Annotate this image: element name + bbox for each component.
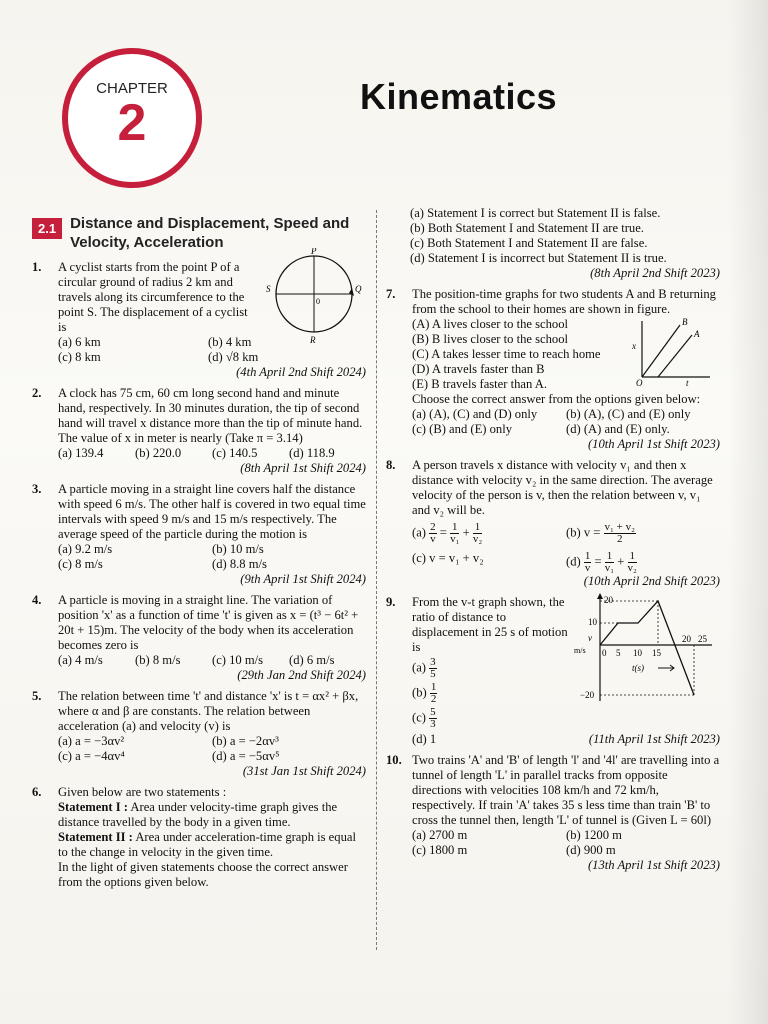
question-text: A person travels x distance with velocity v₁ and then x distance with velocity v₂ in the same direction. The average velocity of the person is v, then the relation between v, v₁ and v₂ will be. xyxy=(412,458,713,517)
option-a: (a) 139.4 xyxy=(58,446,104,460)
axis-label-v: v xyxy=(588,633,592,643)
source-tag: (9th April 1st Shift 2024) xyxy=(240,572,366,586)
section-badge: 2.1 xyxy=(32,218,62,239)
tick-y-20: 20 xyxy=(604,595,613,605)
option-d xyxy=(566,551,720,574)
option-c xyxy=(412,707,720,730)
option-d: (d) 6 m/s xyxy=(289,653,335,667)
plus: + xyxy=(462,525,470,540)
source-tag: (10th April 2nd Shift 2023) xyxy=(583,574,720,588)
question-text: Two trains 'A' and 'B' of length 'l' and '4l' are travelling into a tunnel of length 'L' in parallel tracks from opposite directions with velocities 108 km/h and 72 km/h, respectively. If train 'A' takes 35 s less time than train 'B' to cross the tunnel then, length 'L' of tunnel is (Given L = 60l) xyxy=(412,753,720,827)
denominator: 2 xyxy=(430,693,437,705)
options xyxy=(412,407,720,437)
label-q: Q xyxy=(355,284,362,294)
denominator: 2 xyxy=(616,533,623,545)
fraction xyxy=(628,551,637,574)
chapter-badge xyxy=(62,48,202,188)
source-tag: (4th April 2nd Shift 2024) xyxy=(236,365,366,379)
denominator: v xyxy=(584,562,591,574)
source-tag: (8th April 2nd Shift 2023) xyxy=(590,266,720,280)
question-5 xyxy=(26,689,366,779)
fraction xyxy=(584,551,592,574)
left-column xyxy=(26,214,366,896)
question-1 xyxy=(26,248,366,380)
equals: = xyxy=(439,525,447,540)
label-x: x xyxy=(632,341,636,351)
numerator: 1 xyxy=(584,550,591,562)
statement-e: (E) B travels faster than A. xyxy=(412,377,547,391)
statements xyxy=(412,317,630,392)
source-tag: (10th April 1st Shift 2023) xyxy=(587,437,720,451)
statement-a: (A) A lives closer to the school xyxy=(412,317,568,331)
option-d: (d) (A) and (E) only. xyxy=(566,422,670,436)
tick-y-10: 10 xyxy=(588,617,597,627)
option-b: (b) 220.0 xyxy=(135,446,182,460)
question-text: A clock has 75 cm, 60 cm long second hand and minute hand, respectively. In 30 minutes duration, the tip of second hand will travel x distance more than the tip of minute hand. The value of x in meter is nearly (Take π = 3.14) xyxy=(58,386,363,445)
source-tag: (8th April 1st Shift 2024) xyxy=(240,461,366,475)
statement-1 xyxy=(58,800,366,830)
question-number: 9. xyxy=(386,595,396,609)
fraction xyxy=(450,522,459,545)
axis-label-t: t(s) xyxy=(632,663,644,673)
source-tag: (29th Jan 2nd Shift 2024) xyxy=(237,668,366,682)
fraction xyxy=(430,682,438,705)
option-b: (b) 10 m/s xyxy=(212,542,264,556)
tick-x-0: 0 xyxy=(602,648,607,658)
option-d: (d) 118.9 xyxy=(289,446,335,460)
denominator: 3 xyxy=(430,718,436,730)
numerator: 5 xyxy=(430,706,436,718)
statement-text: Area under velocity-time graph gives the distance travelled by the body in a given time. xyxy=(58,800,338,829)
option-a: (a) Statement I is correct but Statement II is false. xyxy=(410,206,661,220)
option-a: (a) 9.2 m/s xyxy=(58,542,113,556)
option-c: (c) v = v₁ + v₂ xyxy=(412,551,484,565)
option-a: (a) a = −3αv² xyxy=(58,734,125,748)
chapter-label: CHAPTER xyxy=(96,80,168,97)
option-a xyxy=(412,522,566,545)
option-d: (d) √8 km xyxy=(208,350,259,364)
statement-2 xyxy=(58,830,366,860)
chapter-number: 2 xyxy=(117,94,147,152)
numerator: 1 xyxy=(474,521,481,533)
question-tail: In the light of given statements choose the correct answer from the options given below. xyxy=(58,860,348,889)
question-text: Given below are two statements : xyxy=(58,785,227,799)
option-c: (c) 10 m/s xyxy=(212,653,264,667)
question-10 xyxy=(380,753,720,873)
question-9 xyxy=(380,595,720,747)
label-p: P xyxy=(311,248,317,256)
label-o: O xyxy=(636,378,643,387)
tick-y-neg20: −20 xyxy=(580,690,595,700)
question-6 xyxy=(26,785,366,890)
label-o: 0 xyxy=(316,297,320,306)
source-tag: (13th April 1st Shift 2023) xyxy=(587,858,720,872)
options xyxy=(58,734,366,764)
question-6-options xyxy=(380,206,720,281)
fraction xyxy=(429,522,437,545)
axis-unit: m/s xyxy=(574,646,586,655)
option-a: (a) (A), (C) and (D) only xyxy=(412,407,538,421)
numerator: 1 xyxy=(430,681,437,693)
denominator: v xyxy=(430,533,436,545)
denominator: 5 xyxy=(430,668,436,680)
v-t-curve xyxy=(600,601,694,695)
denominator: v₁ xyxy=(450,533,460,545)
option-d: (d) 900 m xyxy=(566,843,616,857)
question-number: 3. xyxy=(32,482,42,496)
question-text: A cyclist starts from the point P of a circular ground of radius 2 km and travels along its circumference to the point S. The displacement of a cyclist is xyxy=(58,260,248,334)
option-b: (b) Both Statement I and Statement II are true. xyxy=(410,221,644,235)
right-column xyxy=(380,206,720,879)
fraction xyxy=(429,657,437,680)
option-label: (c) xyxy=(412,710,426,725)
numerator: 1 xyxy=(606,550,613,562)
option-c: (c) 8 m/s xyxy=(58,557,103,571)
option-b: (b) a = −2αv³ xyxy=(212,734,279,748)
section-title: Distance and Displacement, Speed and Velocity, Acceleration xyxy=(70,215,350,251)
column-divider xyxy=(376,210,378,950)
question-text: A particle moving in a straight line covers half the distance with speed 6 m/s. The other half is covered in two equal time intervals with speed 9 m/s and 15 m/s respectively. The average speed of the particle during the motion is xyxy=(58,482,366,541)
question-tail: Choose the correct answer from the options given below: xyxy=(412,392,701,406)
options xyxy=(412,522,720,574)
option-a: (a) 4 m/s xyxy=(58,653,103,667)
option-d: (d) 8.8 m/s xyxy=(212,557,267,571)
option-b: (b) 1200 m xyxy=(566,828,622,842)
fraction xyxy=(473,522,482,545)
numerator: v₁ + v₂ xyxy=(604,521,635,533)
option-label: (b) v = xyxy=(566,525,601,540)
option-a: (a) 2700 m xyxy=(412,828,468,842)
question-number: 8. xyxy=(386,458,396,472)
line-b xyxy=(642,325,680,377)
question-text: The position-time graphs for two students A and B returning from the school to their homes are shown in figure. xyxy=(412,287,716,316)
question-2 xyxy=(26,386,366,476)
statement-b: (B) B lives closer to the school xyxy=(412,332,568,346)
page-shadow xyxy=(728,0,768,1024)
question-text: A particle is moving in a straight line. The variation of position 'x' as a function of time 't' is given as x = (t³ − 6t² + 20t + 15)m. The velocity of the body when its acceleration becomes zero is xyxy=(58,593,359,652)
source-tag: (31st Jan 1st Shift 2024) xyxy=(242,764,366,778)
statement-label: Statement II : xyxy=(58,830,133,844)
plus: + xyxy=(617,554,625,569)
question-8 xyxy=(380,458,720,589)
velocity-time-graph xyxy=(570,591,720,707)
options xyxy=(58,446,366,461)
tick-x-25: 25 xyxy=(698,634,707,644)
section-heading xyxy=(26,214,366,252)
statement-label: Statement I : xyxy=(58,800,128,814)
question-number: 4. xyxy=(32,593,42,607)
v-axis-arrow xyxy=(597,593,603,599)
option-c: (c) 1800 m xyxy=(412,843,468,857)
circle-figure xyxy=(264,248,364,344)
statement-d: (D) A travels faster than B xyxy=(412,362,545,376)
option-d: (d) a = −5αv⁵ xyxy=(212,749,280,763)
option-a: (a) 6 km xyxy=(58,335,101,349)
denominator: v₁ xyxy=(604,562,615,574)
option-label: (b) xyxy=(412,685,427,700)
label-a: A xyxy=(694,329,700,339)
question-text: The relation between time 't' and distance 'x' is t = αx² + βx, where α and β are constants. The relation between acceleration (a) and velocity (v) is xyxy=(58,689,359,733)
source-tag: (11th April 1st Shift 2023) xyxy=(588,732,720,746)
statement-text: Area under acceleration-time graph is equal to the change in velocity in the given time. xyxy=(58,830,356,859)
option-b: (b) 8 m/s xyxy=(135,653,181,667)
question-number: 1. xyxy=(32,260,42,274)
options xyxy=(58,542,366,572)
option-d: (d) Statement I is incorrect but Statement II is true. xyxy=(410,251,667,265)
option-b xyxy=(566,522,720,545)
question-number: 10. xyxy=(386,753,402,767)
question-number: 7. xyxy=(386,287,396,301)
denominator: v₂ xyxy=(472,533,483,545)
option-d xyxy=(412,732,720,747)
label-s: S xyxy=(266,284,271,294)
options xyxy=(412,828,720,858)
question-number: 2. xyxy=(32,386,42,400)
option-label: (a) xyxy=(412,660,426,675)
label-b: B xyxy=(682,317,688,327)
line-a xyxy=(658,335,692,377)
numerator: 1 xyxy=(451,521,458,533)
question-3 xyxy=(26,482,366,587)
numerator: 3 xyxy=(430,656,436,668)
option-b: (b) 4 km xyxy=(208,335,252,349)
option-c: (c) Both Statement I and Statement II are false. xyxy=(410,236,648,250)
statement-c: (C) A takes lesser time to reach home xyxy=(412,347,601,361)
fraction xyxy=(605,551,614,574)
label-t: t xyxy=(686,378,689,387)
question-number: 6. xyxy=(32,785,42,799)
tick-x-10: 10 xyxy=(633,648,642,658)
question-number: 5. xyxy=(32,689,42,703)
fraction xyxy=(429,707,437,730)
tick-x-20: 20 xyxy=(682,634,691,644)
denominator: v₂ xyxy=(627,562,637,574)
option-label: (d) xyxy=(566,554,581,569)
equals: = xyxy=(594,554,602,569)
fraction xyxy=(604,522,636,545)
question-text: From the v-t graph shown, the ratio of distance to displacement in 25 s of motion is xyxy=(412,595,568,654)
option-b: (b) (A), (C) and (E) only xyxy=(566,407,691,421)
option-label: (a) xyxy=(412,525,426,540)
question-7 xyxy=(380,287,720,452)
tick-x-15: 15 xyxy=(652,648,661,658)
chapter-title: Kinematics xyxy=(360,76,558,117)
option-c: (c) 8 km xyxy=(58,350,101,364)
options xyxy=(58,653,366,668)
option-c: (c) (B) and (E) only xyxy=(412,422,513,436)
position-time-graph xyxy=(630,317,714,387)
numerator: 2 xyxy=(430,521,436,533)
option-c: (c) a = −4αv⁴ xyxy=(58,749,125,763)
option-label: (d) 1 xyxy=(412,732,437,746)
question-4 xyxy=(26,593,366,683)
t-arrow-icon xyxy=(658,665,674,671)
label-r: R xyxy=(310,335,316,344)
option-c: (c) 140.5 xyxy=(212,446,258,460)
numerator: 1 xyxy=(629,550,635,562)
tick-x-5: 5 xyxy=(616,648,621,658)
